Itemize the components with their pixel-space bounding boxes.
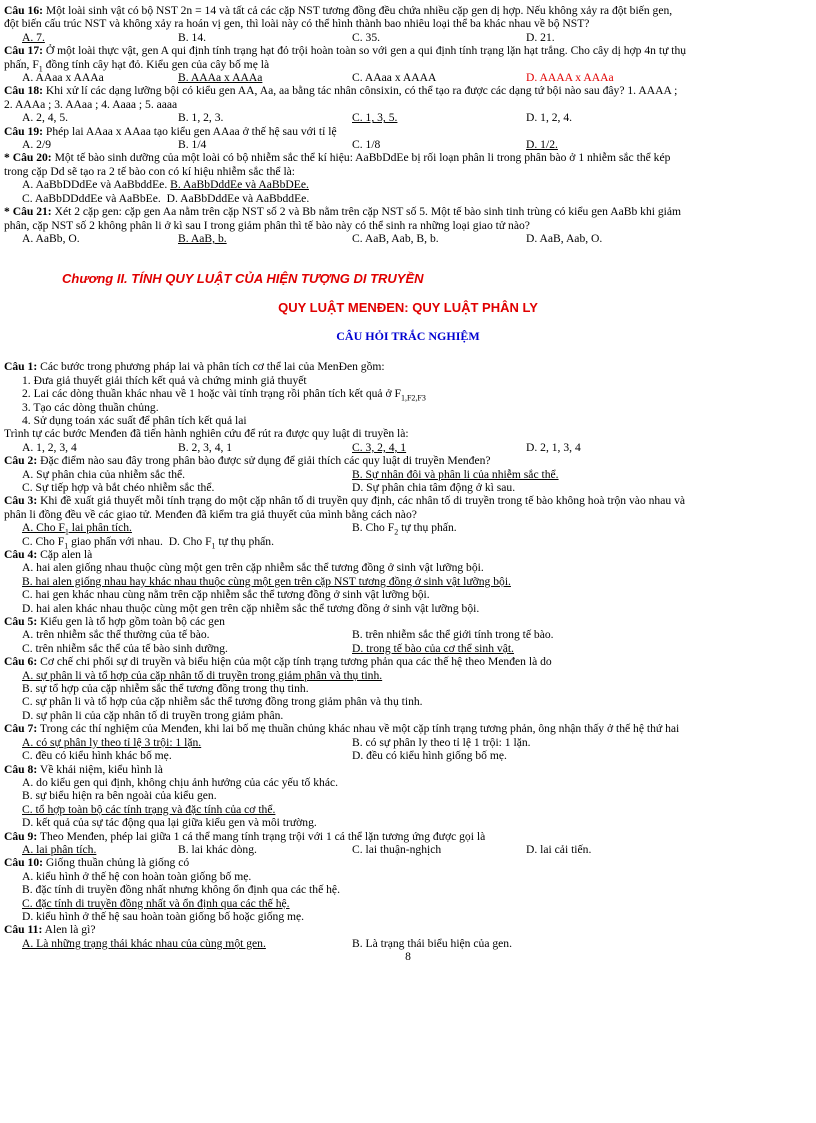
chapter-title: Chương II. TÍNH QUY LUẬT CỦA HIỆN TƯỢNG DI TRUYỀN <box>62 271 424 287</box>
question-3: Câu 3: Khi đề xuất giả thuyết mỗi tính trạng do một cặp nhân tố di truyền quy định, các nhân tố di truyền trong tế bào không hoà trộn vào nhau và <box>4 494 686 508</box>
page-number: 8 <box>405 950 411 964</box>
question-11: Câu 11: Alen là gì? <box>4 923 96 937</box>
question-21: * Câu 21: Xét 2 cặp gen: cặp gen Aa nằm trên cặp NST số 2 và Bb nằm trên cặp NST số 5. Một tế bào sinh tinh trùng có kiểu gen AaBb khi giảm <box>4 205 682 219</box>
question-7: Câu 7: Trong các thí nghiệm của Menđen, khi lai bố mẹ thuần chủng khác nhau về một cặp tính trạng tương phản, ông nhận thấy ở thế hệ thứ hai <box>4 722 680 736</box>
section-title: QUY LUẬT MENĐEN: QUY LUẬT PHÂN LY <box>278 300 538 316</box>
question-17: Câu 17: Ở một loài thực vật, gen A qui định tính trạng hạt đỏ trội hoàn toàn so với gen a qui định tính trạng lặn hạt trắng. Cho cây dị hợp 4n tự thụ <box>4 44 687 58</box>
question-19: Câu 19: Phép lai AAaa x AAaa tạo kiểu gen AAaa ở thế hệ sau với tỉ lệ <box>4 124 337 138</box>
question-18-options: A. 2, 4, 5. B. 1, 2, 3. C. 1, 3, 5. D. 1, 2, 4. <box>22 111 573 125</box>
question-1-options: A. 1, 2, 3, 4 B. 2, 3, 4, 1 C. 3, 2, 4, 1 D. 2, 1, 3, 4 <box>22 440 581 454</box>
question-2: Câu 2: Đặc điểm nào sau đây trong phân bào được sử dụng để giải thích các quy luật di truyền Menđen? <box>4 454 491 468</box>
subsection-title: CÂU HỎI TRẮC NGHIỆM <box>336 329 480 344</box>
question-9: Câu 9: Theo Menđen, phép lai giữa 1 cá thể mang tính trạng trội với 1 cá thể lặn tương ứng được gọi là <box>4 829 486 843</box>
question-21-options: A. AaBb, O. B. AaB, b. C. AaB, Aab, B, b. D. AaB, Aab, O. <box>22 231 603 245</box>
question-19-options: A. 2/9 B. 1/4 C. 1/8 D. 1/2. <box>22 138 558 152</box>
question-8: Câu 8: Về khái niệm, kiểu hình là <box>4 762 163 776</box>
question-5: Câu 5: Kiểu gen là tổ hợp gồm toàn bộ các gen <box>4 615 225 629</box>
question-16-options: A. 7. B. 14. C. 35. D. 21. <box>22 30 555 44</box>
question-16: Câu 16: Một loài sinh vật có bộ NST 2n = 14 và tất cả các cặp NST tương đồng đều chứa nhiều cặp gen dị hợp. Nếu không xảy ra đột biến gen, <box>4 4 673 17</box>
question-17-options: A. AAaa x AAAa B. AAAa x AAAa C. AAaa x AAAA D. AAAA x AAAa <box>22 71 614 85</box>
question-4: Câu 4: Cặp alen là <box>4 548 93 561</box>
document-page: Câu 16: Một loài sinh vật có bộ NST 2n = 14 và tất cả các cặp NST tương đồng đều chứa nhiều cặp gen dị hợp. Nếu không xảy ra đột biến gen, đột biến cấu trúc NST và không xảy ra hoán vị gen, thì loài này có thể hình thành bao nhiêu loại thể ba khác nhau về bộ NST? A. 7. B. 14. C. 35. D. 21. Câu 17: Ở một loài thực vật, gen A qui định tính trạng hạt đỏ trội hoàn toàn so với gen a qui định tính trạng lặn hạt trắng. Cho cây dị hợp 4n tự thụ phấn, $F_1$ đồng tính cây hạt đỏ. Kiểu gen của cây bố mẹ là A. AAaa x AAAa B. AAAa x AAAa C. AAaa x AAAA D. AAAA x AAAa Câu 18: Khi xử lí các dạng lưỡng bội có kiểu gen AA, Aa, aa bằng tác nhân cônsixin, có thể tạo ra được các dạng tứ bội nào sau đây? 1. AAAA ; 2. AAAa ; 3. AAaa ; 4. Aaaa ; 5. aaaa A. 2, 4, 5. B. 1, 2, 3. C. 1, 3, 5. D. 1, 2, 4. Câu 19: Phép lai AAaa x AAaa tạo kiểu gen AAaa ở thế hệ sau với tỉ lệ A. 2/9 B. 1/4 C. 1/8 D. 1/2. * Câu 20: Một tế bào sinh dưỡng của một loài có bộ nhiễm sắc thể kí hiệu: AaBbDdEe bị rối loạn phân li trong phân bào ở 1 nhiễm sắc thể kép trong cặp Dd sẽ tạo ra 2 tế bào con có kí hiệu nhiễm sắc thể là: A. AaBbDDdEe và AaBbddEe. B. AaBbDddEe và AaBbDEe. C. AaBbDDddEe và AaBbEe. D. AaBbDddEe và AaBbddEe. * Câu 21: Xét 2 cặp gen: cặp gen Aa nằm trên cặp NST số 2 và Bb nằm trên cặp NST số 5. Một tế bào sinh tinh trùng có kiểu gen AaBb khi giảm phân, cặp NST số 2 không phân li ở kì sau I trong giảm phân thì tế bào này có thể sinh ra những loại giao tử nào? A. AaBb, O. B. AaB, b. C. AaB, Aab, B, b. D. AaB, Aab, O. Chương II. TÍNH QUY LUẬT CỦA HIỆN TƯỢNG DI TRUYỀN QUY LUẬT MENĐEN: QUY LUẬT PHÂN LY CÂU HỎI TRẮC NGHIỆM Câu 1: Các bước trong phương pháp lai và phân tích cơ thể lai của MenĐen gồm: 1. Đưa giả thuyết giải thích kết quả và chứng minh giả thuyết 2. Lai các dòng thuần khác nhau về 1 hoặc vài tính trạng rồi phân tích kết quả ở $F_{1,F2,F3}$ 3. Tạo các dòng thuần chủng. 4. Sử dụng toán xác suất để phân tích kết quả lai Trình tự các bước Menđen đã tiến hành nghiên cứu để rút ra được quy luật di truyền là: A. 1, 2, 3, 4 B. 2, 3, 4, 1 C. 3, 2, 4, 1 D. 2, 1, 3, 4 Câu 2: Đặc điểm nào sau đây trong phân bào được sử dụng để giải thích các quy luật di truyền Menđen? A. Sự phân chia của nhiễm sắc thể. B. Sự nhân đôi và phân li của nhiễm sắc thể. C. Sự tiếp hợp và bắt chéo nhiễm sắc thể. D. Sự phân chia tâm động ở kì sau. Câu 3: Khi đề xuất giả thuyết mỗi tính trạng do một cặp nhân tố di truyền quy định, các nhân tố di truyền trong tế bào không hoà trộn vào nhau và phân li đồng đều về các giao tử. Menđen đã kiểm tra giả thuyết của mình bằng cách nào? A. Cho $F_1$ lai phân tích. B. Cho $F_2$ tự thụ phấn. C. Cho $F_1$ giao phấn với nhau. D. Cho $F_1$ tự thụ phấn. Câu 4: Cặp alen là A. hai alen giống nhau thuộc cùng một gen trên cặp nhiễm sắc thể tương đồng ở sinh vật lưỡng bội. B. hai alen giống nhau hay khác nhau thuộc cùng một gen trên cặp NST tương đồng ở sinh vật lưỡng bội. C. hai gen khác nhau cùng nằm trên cặp nhiễm sắc thể tương đồng ở sinh vật lưỡng bội. D. hai alen khác nhau thuộc cùng một gen trên cặp nhiễm sắc thể tương đồng ở sinh vật lưỡng bội. Câu 5: Kiểu gen là tổ hợp gồm toàn bộ các gen A. trên nhiễm sắc thể thường của tế bào. B. trên nhiễm sắc thể giới tính trong tế bào. C. trên nhiễm sắc thể của tế bào sinh dưỡng. D. trong tế bào của cơ thể sinh vật. Câu 6: Cơ chế chi phối sự di truyền và biểu hiện của một cặp tính trạng tương phản qua các thế hệ theo Menđen là do A. sự phân li và tổ hợp của cặp nhân tố di truyền trong giảm phân và thụ tinh. B. sự tổ hợp của cặp nhiễm sắc thể tương đồng trong thụ tinh. C. sự phân li và tổ hợp của cặp nhiễm sắc thể tương đồng trong giảm phân và thụ tinh. D. sự phân li của cặp nhân tố di truyền trong giảm phân. Câu 7: Trong các thí nghiệm của Menđen, khi lai bố mẹ thuần chủng khác nhau về một cặp tính trạng tương phản, ông nhận thấy ở thế hệ thứ hai A. có sự phân ly theo tỉ lệ 3 trội: 1 lặn. B. có sự phân ly theo tỉ lệ 1 trội: 1 lặn. C. đều có kiểu hình khác bố mẹ. D. đều có kiểu hình giống bố mẹ. Câu 8: Về khái niệm, kiểu hình là A. do kiểu gen qui định, không chịu ảnh hưởng của các yếu tố khác. B. sự biểu hiện ra bên ngoài của kiểu gen. C. tổ hợp toàn bộ các tính trạng và đặc tính của cơ thể. D. kết quả của sự tác động qua lại giữa kiểu gen và môi trường. Câu 9: Theo Menđen, phép lai giữa 1 cá thể mang tính trạng trội với 1 cá thể lặn tương ứng được gọi là A. lai phân tích. B. lai khác dòng. C. lai thuận-nghịch D. lai cải tiến. Câu 10: Giống thuần chủng là giống có A. kiểu hình ở thế hệ con hoàn toàn giống bố mẹ. B. đặc tính di truyền đồng nhất nhưng không ổn định qua các thế hệ. C. đặc tính di truyền đồng nhất và ổn định qua các thế hệ. D. kiểu hình ở thế hệ sau hoàn toàn giống bố hoặc giống mẹ. Câu 11: Alen là gì? A. Là những trạng thái khác nhau của cùng một gen. B. Là trạng thái biểu hiện của gen. 8 <box>4 4 812 963</box>
question-6: Câu 6: Cơ chế chi phối sự di truyền và biểu hiện của một cặp tính trạng tương phản qua các thế hệ theo Menđen là do <box>4 655 552 669</box>
question-18: Câu 18: Khi xử lí các dạng lưỡng bội có kiểu gen AA, Aa, aa bằng tác nhân cônsixin, có thể tạo ra được các dạng tứ bội nào sau đây? 1. AAAA ; <box>4 84 678 98</box>
question-20: * Câu 20: Một tế bào sinh dưỡng của một loài có bộ nhiễm sắc thể kí hiệu: AaBbDdEe bị rối loạn phân li trong phân bào ở 1 nhiễm sắc thể kép <box>4 151 671 165</box>
question-10: Câu 10: Giống thuần chủng là giống có <box>4 856 190 870</box>
question-1: Câu 1: Các bước trong phương pháp lai và phân tích cơ thể lai của MenĐen gồm: <box>4 360 385 374</box>
